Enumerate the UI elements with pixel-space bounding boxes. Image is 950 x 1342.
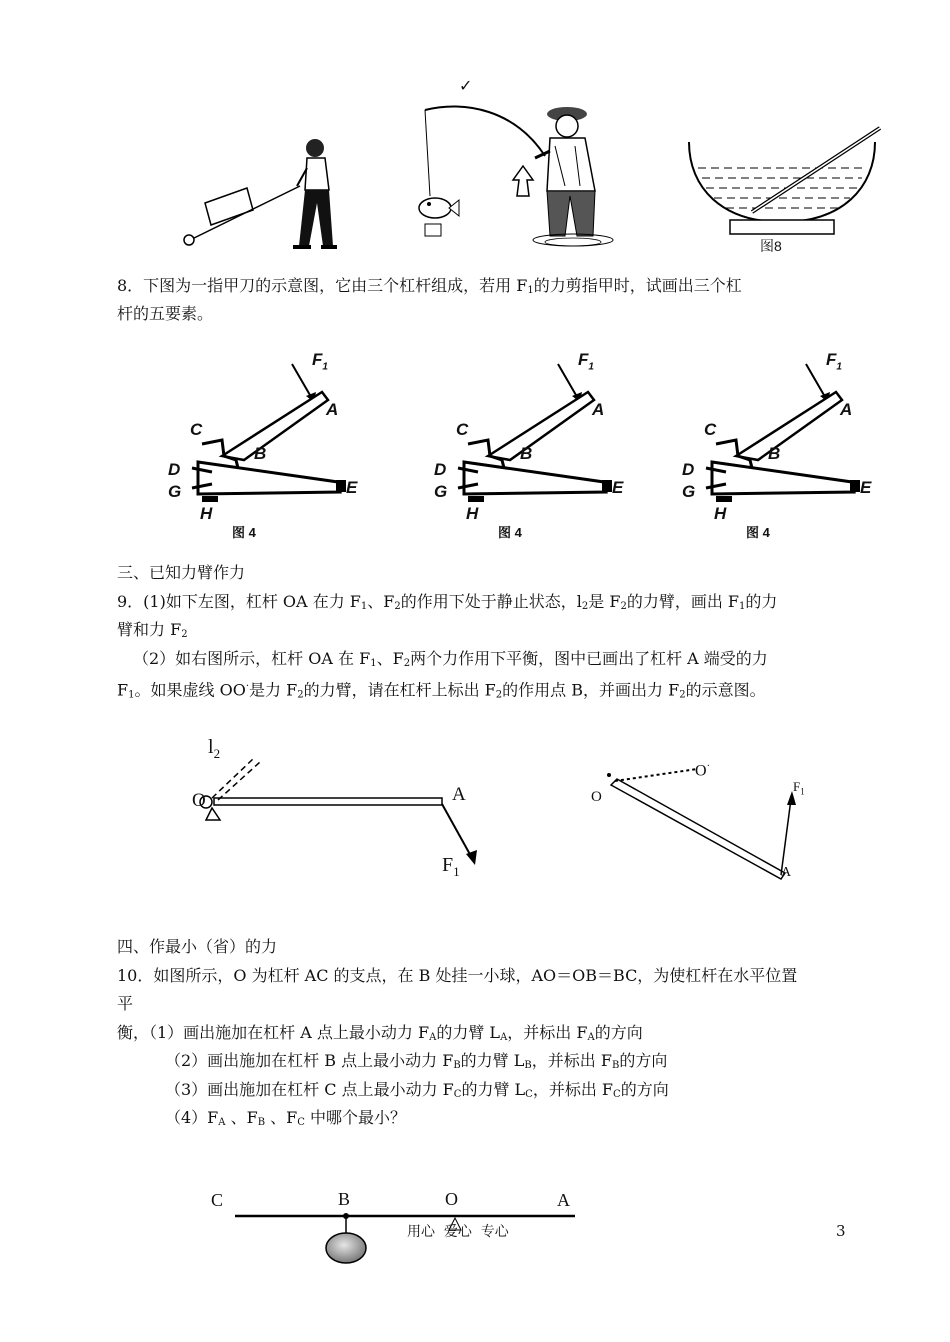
clipper-drawing: [428, 344, 638, 544]
label-e: E: [346, 478, 358, 497]
q10-line-2: 平: [117, 994, 134, 1013]
label-d: D: [168, 460, 181, 479]
label-a: A: [557, 1190, 570, 1210]
check-mark: ✓: [459, 76, 473, 95]
cart-puller-figure: [175, 128, 360, 258]
fig9-left: [190, 730, 490, 890]
label-h: H: [466, 504, 479, 523]
footer-motto: 用心 爱心 专心: [407, 1224, 509, 1240]
label-h: H: [200, 504, 213, 523]
label-b: B: [768, 444, 781, 463]
q9-line-2: 臂和力 $F_2$: [117, 620, 188, 640]
q10-line-5: （3）画出施加在杠杆 C 点上最小动力 $F_C$的力臂 $L_C$，并标出 $F_C$的方向: [165, 1080, 669, 1100]
label-o: O: [445, 1189, 458, 1209]
fig9-right: [585, 755, 825, 890]
label-a: A: [840, 400, 853, 419]
label-g: G: [434, 482, 448, 501]
clipper-drawing: [162, 344, 372, 544]
fig10-lever: [205, 1186, 585, 1266]
label-f1: $F_1$: [793, 779, 805, 797]
label-a: A: [781, 865, 792, 880]
q9-line-3: （2）如右图所示，杠杆 OA 在 $F_1$、$F_2$两个力作用下平衡，图中已画出了杠杆 A 端受的力: [133, 649, 768, 669]
label-b: B: [338, 1189, 351, 1209]
clipper-caption: 图 4: [232, 525, 256, 540]
label-f1: $F_1$: [826, 350, 842, 373]
label-h: H: [714, 504, 727, 523]
q9-line-1: 9．(1)如下左图，杠杆 OA 在力 $F_1$、$F_2$的作用下处于静止状态，$l_2$是 $F_2$的力臂，画出 $F_1$的力: [117, 592, 778, 612]
label-f1: $F_1$: [578, 350, 594, 373]
label-f1: $F_1$: [312, 350, 328, 373]
label-e: E: [612, 478, 624, 497]
fisherman-figure: [405, 96, 630, 256]
section4-heading: 四、作最小（省）的力: [117, 937, 278, 956]
q9-line-4: $F_1$。如果虚线 OO·是力 $F_2$的力臂，请在杠杆上标出 $F_2$的作用点 B，并画出力 $F_2$的示意图。: [117, 680, 766, 701]
label-g: G: [682, 482, 696, 501]
label-a: A: [452, 784, 466, 805]
label-c: C: [211, 1190, 224, 1210]
page-number: 3: [836, 1222, 846, 1240]
clipper-figure-1: [162, 344, 372, 544]
clipper-caption: 图 4: [746, 525, 770, 540]
clipper-figure-3: [676, 344, 886, 544]
label-l2: $l_2$: [208, 736, 221, 761]
q10-line-6: $(4)F_A$ 、$F_B$ 、$F_C$ 中哪个最小？: [165, 1108, 407, 1128]
clipper-figure-2: [428, 344, 638, 544]
label-e: E: [860, 478, 872, 497]
label-c: C: [456, 420, 469, 439]
label-b: B: [520, 444, 533, 463]
label-o-prime: O·: [695, 761, 710, 780]
label-o: O: [591, 789, 602, 805]
label-d: D: [682, 460, 695, 479]
label-g: G: [168, 482, 182, 501]
clipper-drawing: [676, 344, 886, 544]
label-c: C: [190, 420, 203, 439]
q8-line-2: 杆的五要素。: [117, 304, 214, 323]
q8-line-1: 8．下图为一指甲刀的示意图，它由三个杠杆组成，若用 $F_1$的力剪指甲时，试画出三个杠: [117, 276, 742, 296]
q10-line-1: 10．如图所示，O 为杠杆 AC 的支点，在 B 处挂一小球，AO＝OB＝BC，为使杠杆在水平位置: [117, 966, 798, 985]
label-f1: $F_1$: [442, 854, 460, 879]
q10-line-4: （2）画出施加在杠杆 B 点上最小动力 $F_B$的力臂 $L_B$，并标出 $F_B$的方向: [165, 1051, 668, 1071]
label-a: A: [326, 400, 339, 419]
label-o: O: [192, 790, 206, 811]
lever-ball-drawing: [205, 1186, 585, 1266]
label-a: A: [592, 400, 605, 419]
fig8-caption: 图8: [760, 238, 782, 254]
section3-heading: 三、已知力臂作力: [117, 563, 246, 582]
bowl-stick-figure: [682, 126, 887, 258]
clipper-caption: 图 4: [498, 525, 522, 540]
label-d: D: [434, 460, 447, 479]
label-c: C: [704, 420, 717, 439]
label-b: B: [254, 444, 267, 463]
q10-line-3: 衡，（1）画出施加在杠杆 A 点上最小动力 $F_A$的力臂 $L_A$，并标出 $F_A$的方向: [117, 1023, 643, 1043]
